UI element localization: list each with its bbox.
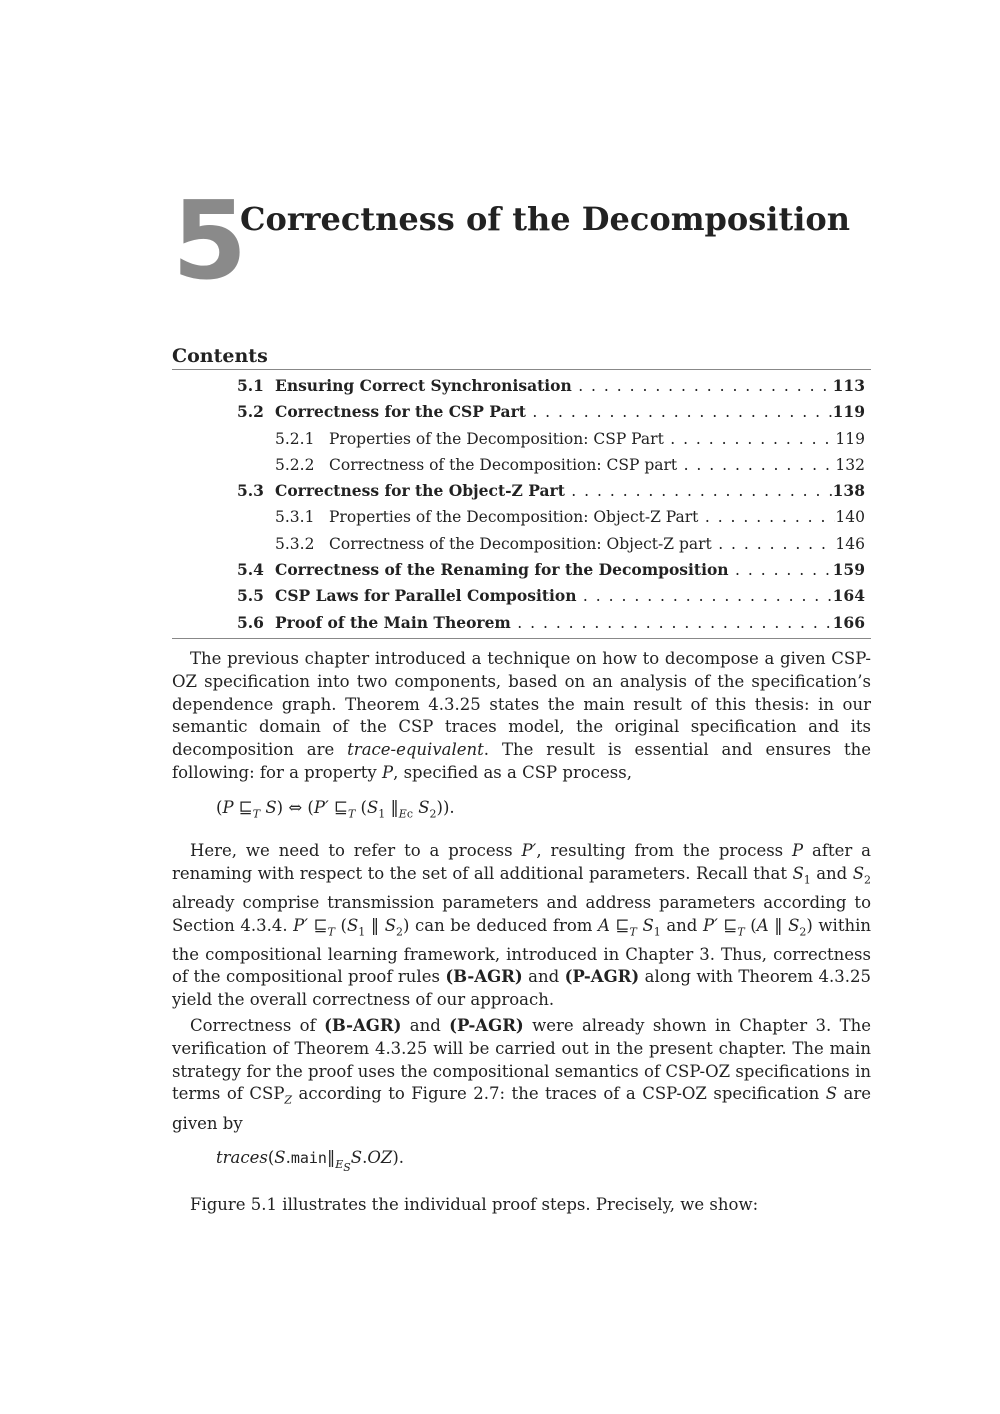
toc-entry-number: 5.3 <box>237 481 264 501</box>
text-run: and <box>401 1016 450 1036</box>
toc-entry-number: 5.5 <box>237 586 264 606</box>
text-run: and <box>660 915 703 935</box>
text-run: Here, we need to refer to a process <box>190 840 522 860</box>
toc-entry-title: CSP Laws for Parallel Composition . . . <box>275 583 835 609</box>
toc-entry-page: 140 <box>835 508 865 527</box>
toc-entry-page: 119 <box>835 429 865 448</box>
table-of-contents <box>172 345 871 639</box>
toc-entry-number: 5.6 <box>237 612 264 632</box>
toc-entry-number: 5.2.1 <box>275 429 315 448</box>
contents-heading: Contents <box>172 345 268 367</box>
toc-entry-title: Correctness of the Decomposition: Object-Z part . . . <box>329 531 835 557</box>
toc-entry-page: 164 <box>832 586 865 606</box>
text-run: and <box>522 967 565 987</box>
toc-entry-title: Correctness of the Decomposition: CSP part . . . <box>329 452 835 478</box>
toc-entry-page: 119 <box>832 402 865 422</box>
toc-entry-title: Correctness for the CSP Part . . . <box>275 399 835 425</box>
text-run: were already shown in Chapter 3. The verification of Theorem 4.3.25 will be carried out in the present chapter. The main strategy for the proof uses the compositional semantics of CSP-OZ specifications in terms of CSP <box>172 1016 872 1104</box>
toc-entry-page: 146 <box>835 534 865 553</box>
toc-entry-number: 5.2.2 <box>275 455 315 474</box>
toc-entry-title: Correctness for the Object-Z Part . . . <box>275 478 835 504</box>
traces-word: traces <box>216 1148 268 1168</box>
toc-entry[interactable] <box>172 478 871 504</box>
toc-entry-title: Properties of the Decomposition: Object-Z Part . . . <box>329 504 835 530</box>
text-run: Correctness of <box>190 1016 325 1036</box>
formula-refinement-equivalence: (P $⊑_T$ S) ⇔ (P′ $⊑_T$ ($S_1$ $‖_{Ec}$ $S_2$)). <box>216 797 455 821</box>
text-run: The previous chapter introduced a technique on how to decompose a given CSP-OZ specification into two components, based on an analysis of the specification’s dependence graph. Theorem 4.3.25 states the main result of this thesis: in our semantic domain of the CSP traces model, the original specification and its decomposition are <box>172 649 871 760</box>
text-run: are given by <box>172 1084 871 1133</box>
contents-bottom-rule <box>172 638 871 639</box>
toc-entry[interactable] <box>172 399 871 425</box>
toc-entry-number: 5.3.2 <box>275 534 315 553</box>
text-run: . The result is essential and ensures the following: for a property <box>172 740 871 782</box>
toc-entry-title: Ensuring Correct Synchronisation . . . <box>275 373 835 399</box>
toc-entry-number: 5.1 <box>237 376 264 395</box>
toc-entry-title: Correctness of the Renaming for the Decomposition . . . <box>275 557 835 583</box>
toc-entry-title: Properties of the Decomposition: CSP Part . . . <box>329 426 835 452</box>
toc-entry-page: 166 <box>832 612 865 632</box>
toc-entry-number: 5.2 <box>237 402 264 422</box>
text-run: after a renaming with respect to the set of all additional parameters. Recall that <box>172 840 871 883</box>
toc-entry-page: 132 <box>835 455 865 474</box>
toc-entry-page: 138 <box>832 481 865 501</box>
text-run: within the compositional learning framework, introduced in Chapter 3. Thus, correctness of the compositional proof rules <box>172 915 871 987</box>
toc-entry-number: 5.3.1 <box>275 508 315 527</box>
toc-entry-page: 159 <box>832 560 865 580</box>
text-run: and <box>810 863 853 883</box>
rule-name-bagr: (B-AGR) <box>445 967 523 987</box>
toc-entry[interactable] <box>172 504 871 530</box>
chapter-number: 5 <box>172 179 248 304</box>
text-run: can be deduced from <box>409 915 599 935</box>
text-run: along with Theorem 4.3.25 yield the overall correctness of our approach. <box>172 967 871 1010</box>
paragraph-strategy <box>172 1015 871 1135</box>
toc-entry-page: 113 <box>832 376 865 395</box>
emphasis-trace-equivalent: trace-equivalent <box>347 740 484 760</box>
toc-entry[interactable] <box>172 531 871 557</box>
main-word: main <box>290 1149 327 1168</box>
toc-entry[interactable] <box>172 583 871 609</box>
subscript-Z: Z <box>284 1093 293 1107</box>
text-run: , resulting from the process <box>536 840 793 860</box>
paragraph-renaming: Here, we need to refer to a process P′, resulting from the process P after a renaming with respect to the set of all additional parameters. Recall that $S_1$ and $S_2$ already comprise transmission parameters and address parameters according to Section 4.3.4. P′ $⊑_T$ ($S_1$ ‖ $S_2$) can be deduced from A $⊑_T$ $S_1$ and P′ $⊑_T$ (A ‖ $S_2$) within the compositional learning framework, introduced in Chapter 3. Thus, correctness of the compositional proof rules (B-AGR) and (P-AGR) along with Theorem 4.3.25 yield the overall correctness of our approach. <box>172 840 871 1010</box>
formula-traces: $traces(S.main‖_{E_S}S.OZ)$. <box>216 1148 405 1174</box>
toc-entry[interactable] <box>172 426 871 452</box>
chapter-body <box>172 648 871 1216</box>
symbol-P: P <box>381 762 394 782</box>
toc-entry[interactable] <box>172 557 871 583</box>
paragraph-intro <box>172 648 871 785</box>
text-run: , specified as a CSP process, <box>393 762 632 782</box>
text-run: according to Figure 2.7: the traces of a CSP-OZ specification <box>292 1084 826 1104</box>
toc-entry-number: 5.4 <box>237 560 264 580</box>
symbol-S: S <box>825 1084 838 1104</box>
toc-entry[interactable] <box>172 452 871 478</box>
toc-entry-title: Proof of the Main Theorem . . . <box>275 610 835 636</box>
toc-entry[interactable] <box>172 610 871 636</box>
rule-name-pagr: (P-AGR) <box>564 967 640 987</box>
text-run: already comprise transmission parameters and address parameters according to Section 4.3.4. <box>172 892 871 935</box>
toc-entry[interactable] <box>172 373 871 399</box>
rule-name-pagr: (P-AGR) <box>449 1016 524 1036</box>
chapter-title: Correctness of the Decomposition <box>240 200 850 238</box>
toc-list <box>172 370 871 638</box>
paragraph-figure-ref: Figure 5.1 illustrates the individual proof steps. Precisely, we show: <box>190 1194 759 1214</box>
rule-name-bagr: (B-AGR) <box>324 1016 402 1036</box>
